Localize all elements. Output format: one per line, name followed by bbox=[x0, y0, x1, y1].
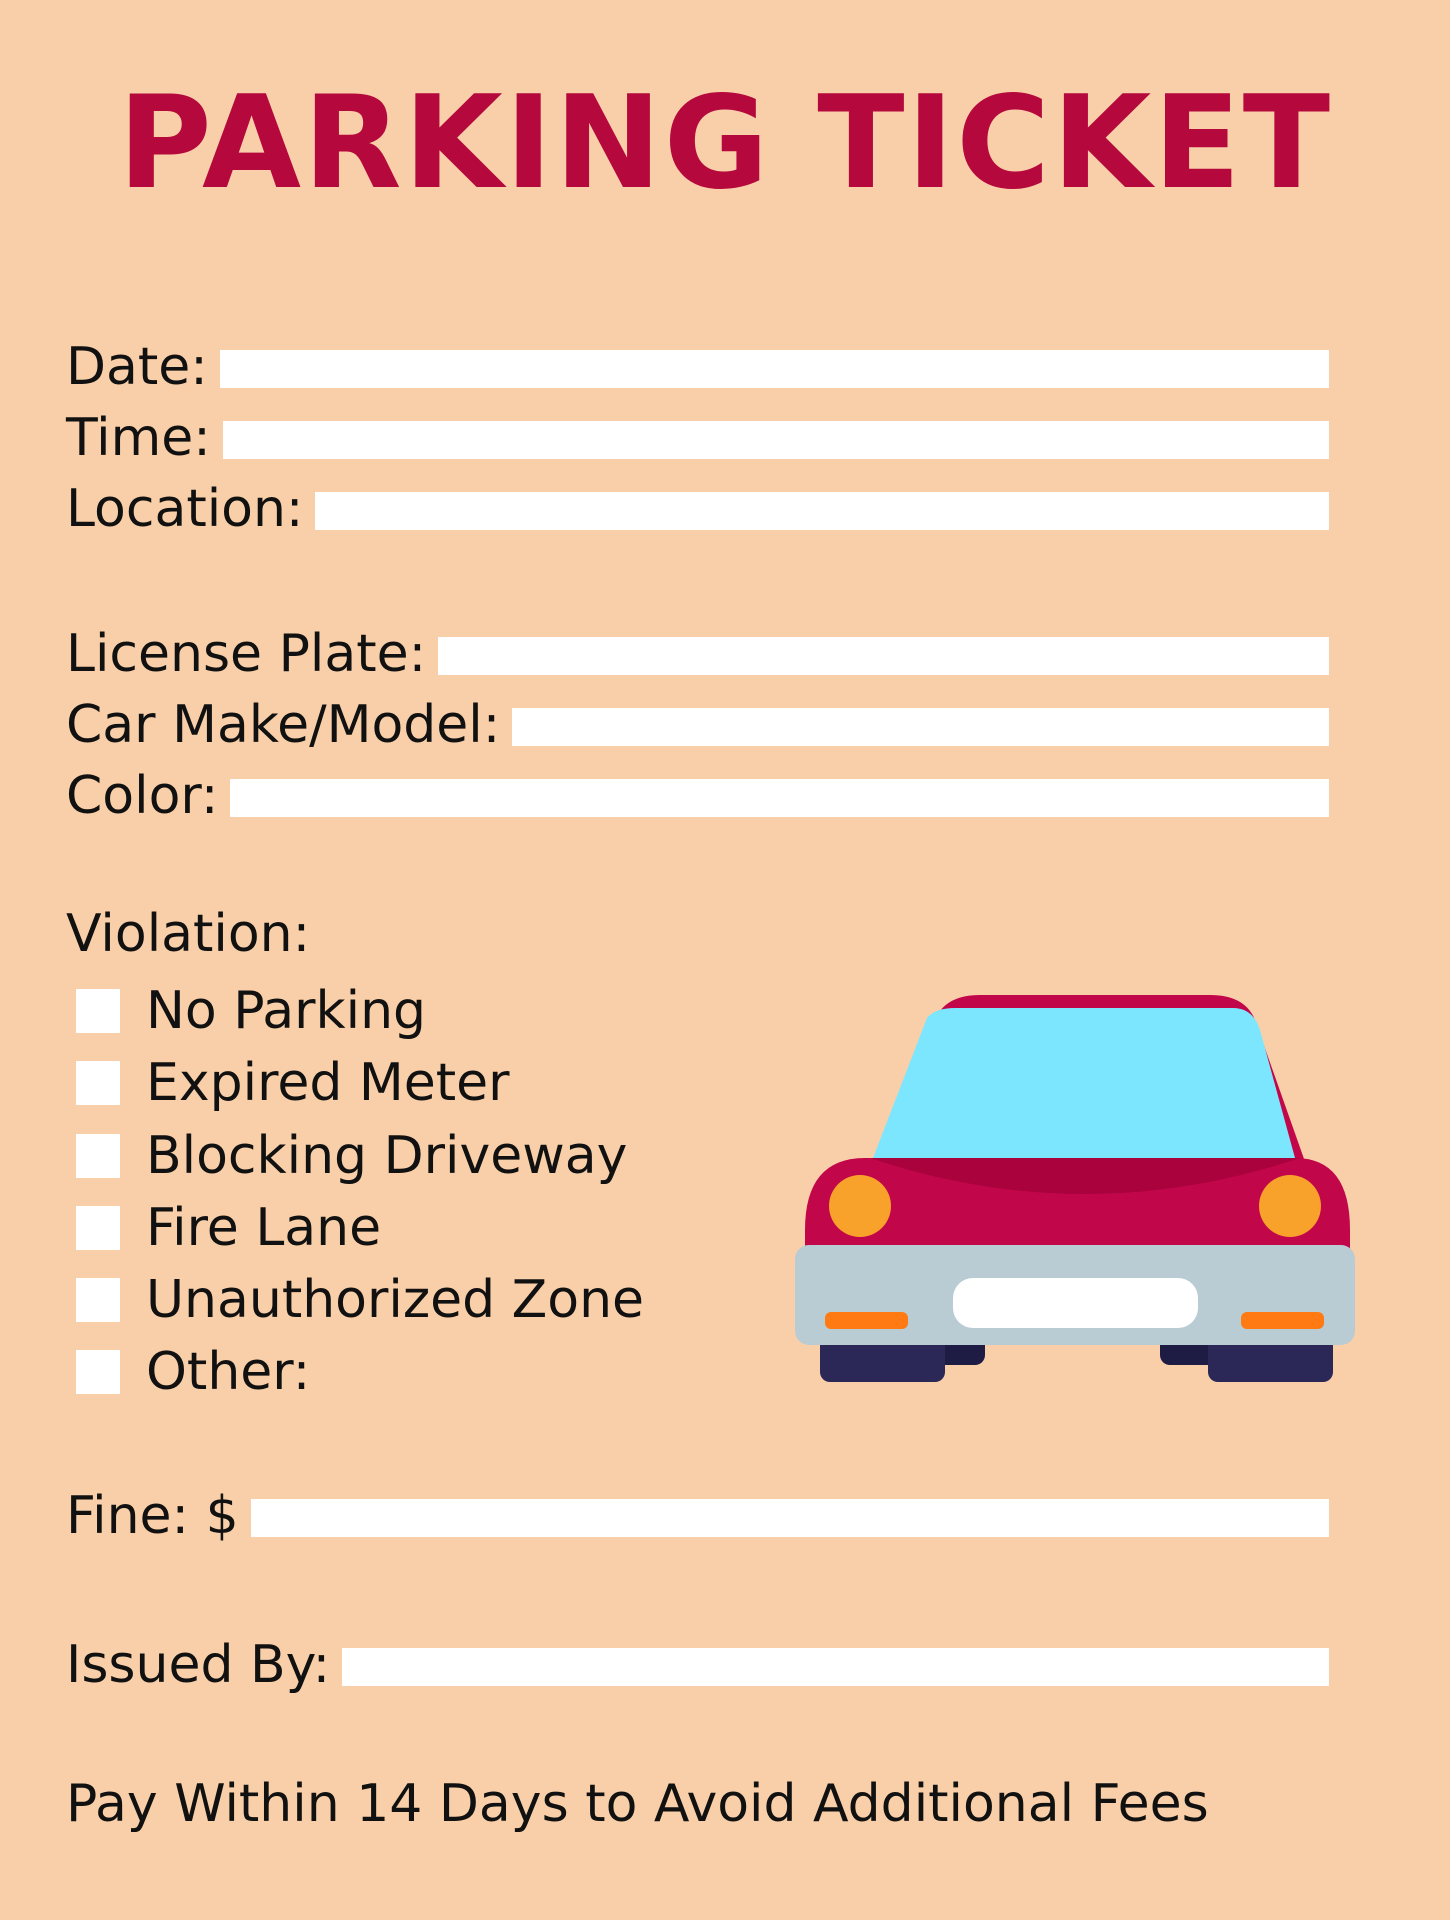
color-label: Color: bbox=[66, 766, 219, 826]
violation-option-fire-lane[interactable] bbox=[76, 1199, 381, 1257]
location-input-line[interactable] bbox=[315, 492, 1329, 530]
violation-heading: Violation: bbox=[66, 904, 311, 964]
payment-notice: Pay Within 14 Days to Avoid Additional Fees bbox=[66, 1774, 1209, 1834]
violation-option-unauthorized-zone[interactable] bbox=[76, 1271, 644, 1329]
time-field bbox=[66, 409, 1329, 467]
location-field bbox=[66, 480, 1329, 538]
color-field bbox=[66, 767, 1329, 825]
car-front-icon bbox=[795, 990, 1365, 1400]
checkbox[interactable] bbox=[76, 1206, 120, 1250]
violation-option-other[interactable] bbox=[76, 1343, 310, 1401]
date-label: Date: bbox=[66, 337, 208, 397]
license-plate-label: License Plate: bbox=[66, 624, 427, 684]
violation-option-no-parking[interactable] bbox=[76, 982, 426, 1040]
car-make-model-label: Car Make/Model: bbox=[66, 695, 501, 755]
headlight-left bbox=[829, 1175, 891, 1237]
option-label: Unauthorized Zone bbox=[146, 1270, 645, 1330]
fine-input-line[interactable] bbox=[251, 1499, 1329, 1537]
option-label: Expired Meter bbox=[146, 1053, 510, 1113]
checkbox[interactable] bbox=[76, 1278, 120, 1322]
issued-by-label: Issued By: bbox=[66, 1635, 331, 1695]
time-input-line[interactable] bbox=[223, 421, 1329, 459]
time-label: Time: bbox=[66, 408, 211, 468]
windshield bbox=[873, 1008, 1295, 1158]
headlight-right bbox=[1259, 1175, 1321, 1237]
car-make-model-field bbox=[66, 696, 1329, 754]
color-input-line[interactable] bbox=[230, 779, 1329, 817]
fine-field bbox=[66, 1487, 1329, 1545]
option-label: Blocking Driveway bbox=[146, 1126, 628, 1186]
license-plate-field bbox=[66, 625, 1329, 683]
page-title: PARKING TICKET bbox=[117, 69, 1333, 218]
issued-by-input-line[interactable] bbox=[342, 1648, 1329, 1686]
option-label: No Parking bbox=[146, 981, 427, 1041]
fine-label: Fine: $ bbox=[66, 1486, 239, 1546]
option-label: Fire Lane bbox=[146, 1198, 382, 1258]
date-input-line[interactable] bbox=[220, 350, 1329, 388]
indicator-left bbox=[825, 1312, 908, 1329]
indicator-right bbox=[1241, 1312, 1324, 1329]
violation-option-blocking-driveway[interactable] bbox=[76, 1127, 627, 1185]
date-field bbox=[66, 338, 1329, 396]
option-label: Other: bbox=[146, 1342, 311, 1402]
checkbox[interactable] bbox=[76, 1350, 120, 1394]
location-label: Location: bbox=[66, 479, 304, 539]
license-plate bbox=[953, 1278, 1198, 1328]
issued-by-field bbox=[66, 1636, 1329, 1694]
checkbox[interactable] bbox=[76, 989, 120, 1033]
violation-option-expired-meter[interactable] bbox=[76, 1054, 509, 1112]
checkbox[interactable] bbox=[76, 1134, 120, 1178]
car-make-model-input-line[interactable] bbox=[512, 708, 1329, 746]
checkbox[interactable] bbox=[76, 1061, 120, 1105]
license-plate-input-line[interactable] bbox=[438, 637, 1329, 675]
